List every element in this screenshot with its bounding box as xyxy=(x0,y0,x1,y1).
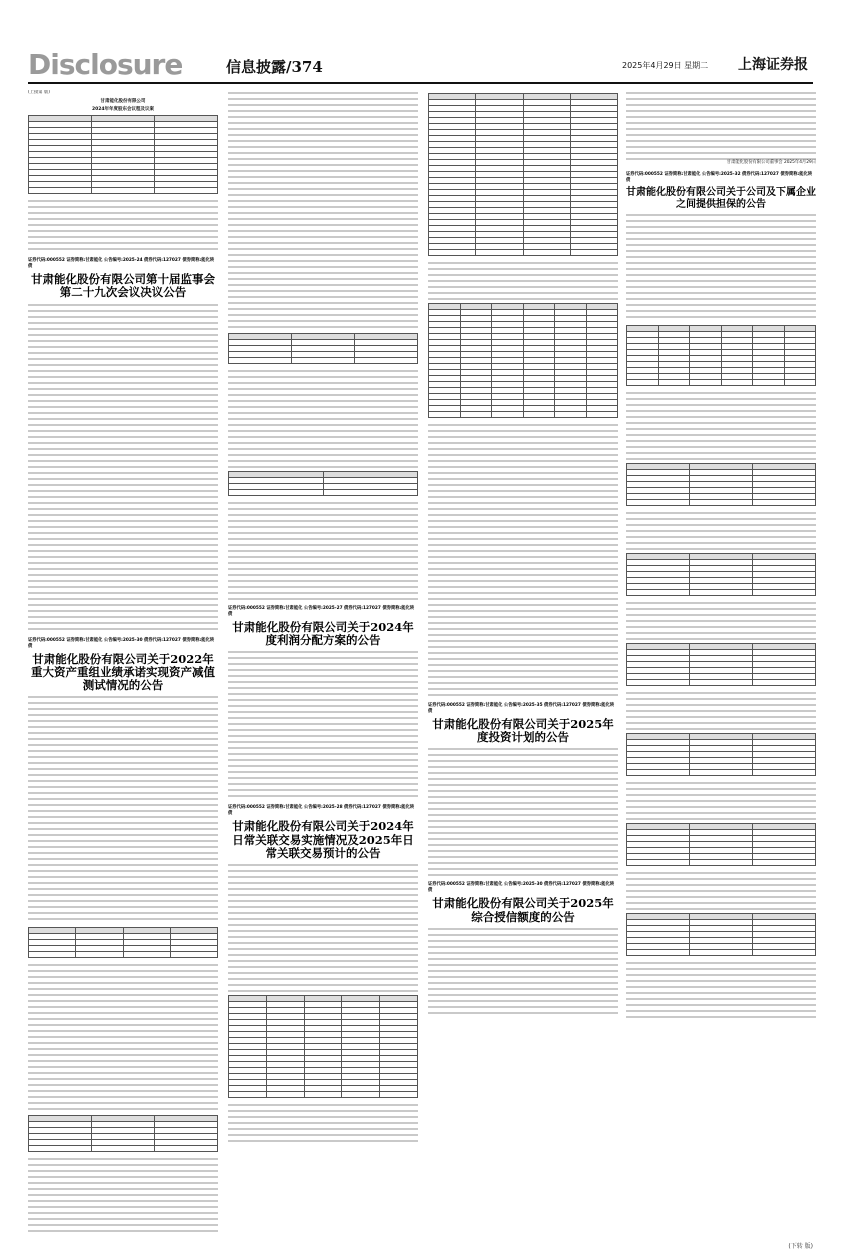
body-text-block xyxy=(626,90,816,160)
body-text-block xyxy=(428,926,618,1016)
body-text-block xyxy=(428,422,618,697)
body-text-block xyxy=(626,690,816,730)
column-4 xyxy=(626,90,816,1245)
body-text-block xyxy=(626,960,816,1020)
body-text-block xyxy=(28,302,218,632)
announcement-codes: 证券代码:000552 证券简称:甘肃能化 公告编号:2025-32 债券代码:127027 债券简称:能化转债 xyxy=(626,172,813,183)
body-text-block xyxy=(228,862,418,992)
subsidiary-financial-table xyxy=(626,823,816,866)
announcement-heading: 甘肃能化股份有限公司关于公司及下属企业之间提供担保的公告 xyxy=(626,187,816,210)
related-transactions-table xyxy=(228,995,418,1098)
performance-table xyxy=(28,927,218,958)
announcement-heading: 甘肃能化股份有限公司关于2024年度利润分配方案的公告 xyxy=(232,620,414,648)
column-2 xyxy=(228,90,418,1245)
body-text-block xyxy=(626,510,816,550)
guarantee-table xyxy=(626,325,816,386)
body-text-block xyxy=(28,198,218,252)
body-text-block xyxy=(228,368,418,468)
masthead-rule xyxy=(28,82,813,84)
issue-date: 2025年4月29日 星期二 xyxy=(622,61,709,70)
impairment-table xyxy=(28,1115,218,1152)
announcement-codes: 证券代码:000552 证券简称:甘肃能化 公告编号:2025-24 债券代码:127027 债券简称:能化转债 xyxy=(28,258,215,270)
body-text-block xyxy=(28,694,218,924)
agenda-company: 甘肃能化股份有限公司 xyxy=(100,99,146,105)
announcement-codes: 证券代码:000552 证券简称:甘肃能化 公告编号:2025-30 债券代码:127027 债券简称:能化转债 xyxy=(28,637,215,649)
agenda-title: 2024年年度股东会议程及议案 xyxy=(91,107,155,113)
financial-table xyxy=(228,333,418,364)
agenda-table xyxy=(28,115,218,194)
announcement-heading: 甘肃能化股份有限公司关于2025年综合授信额度的公告 xyxy=(432,896,614,924)
body-text-block xyxy=(428,260,618,300)
column-1 xyxy=(28,90,218,1245)
body-text-block xyxy=(28,1156,218,1236)
financial-table xyxy=(228,471,418,496)
masthead xyxy=(0,0,843,82)
body-text-block xyxy=(228,90,418,330)
subsidiary-financial-table xyxy=(626,463,816,506)
announcement-codes: 证券代码:000552 证券简称:甘肃能化 公告编号:2025-28 债券代码:127027 债券简称:能化转债 xyxy=(228,805,415,817)
announcement-heading: 甘肃能化股份有限公司第十届监事会第二十九次会议决议公告 xyxy=(31,272,215,300)
board-signature: 甘肃能化股份有限公司董事会 2025年4月29日 xyxy=(726,160,816,165)
body-text-block xyxy=(626,600,816,640)
body-text-block xyxy=(228,500,418,600)
section-title: 信息披露/374 xyxy=(226,58,323,76)
announcement-codes: 证券代码:000552 证券简称:甘肃能化 公告编号:2025-35 债券代码:127027 债券简称:能化转债 xyxy=(428,703,615,714)
subsidiary-financial-table xyxy=(626,553,816,596)
page-continuation-marker: (下转 版) xyxy=(788,1243,813,1250)
body-text-block xyxy=(626,870,816,910)
subsidiary-financial-table xyxy=(626,913,816,956)
announcement-heading: 甘肃能化股份有限公司关于2024年日常关联交易实施情况及2025年日常关联交易预计的公告 xyxy=(232,819,414,860)
disclosure-logo: Disclosure xyxy=(28,48,183,81)
body-text-block xyxy=(428,746,618,876)
body-text-block xyxy=(228,649,418,799)
body-text-block xyxy=(626,212,816,322)
continuation-note: (上接第 版) xyxy=(28,90,50,95)
body-text-block xyxy=(626,780,816,820)
body-text-block xyxy=(228,1102,418,1142)
newspaper-brand: 上海证券报 xyxy=(738,57,808,73)
announcement-codes: 证券代码:000552 证券简称:甘肃能化 公告编号:2025-27 债券代码:127027 债券简称:能化转债 xyxy=(228,606,415,617)
subsidiary-financial-table xyxy=(626,643,816,686)
body-text-block xyxy=(626,390,816,460)
body-text-block xyxy=(28,962,218,1112)
announcement-heading: 甘肃能化股份有限公司关于2022年重大资产重组业绩承诺实现资产减值测试情况的公告 xyxy=(31,651,215,692)
subsidiary-financial-table xyxy=(626,733,816,776)
related-transactions-table xyxy=(428,303,618,418)
related-transactions-table xyxy=(428,93,618,256)
announcement-heading: 甘肃能化股份有限公司关于2025年度投资计划的公告 xyxy=(432,717,614,745)
announcement-codes: 证券代码:000552 证券简称:甘肃能化 公告编号:2025-30 债券代码:127027 债券简称:能化转债 xyxy=(428,882,615,894)
column-3 xyxy=(428,90,618,1245)
